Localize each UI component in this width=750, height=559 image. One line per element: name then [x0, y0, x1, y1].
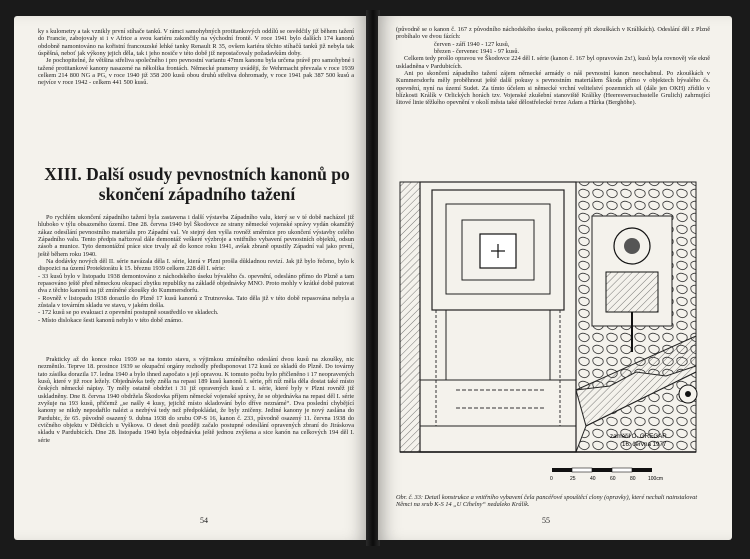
technical-drawing: [396, 176, 714, 492]
series-list: [38, 273, 354, 324]
phase-line: březen - červenec 1941 - 97 kusů.: [434, 48, 520, 56]
paragraph: ky s kulometry a tak vznikly první stíhače tanků. V rámci samohybných protitankových oddílů se osvědčily již během tažení do Francie, zabojovaly si i v Africe a svou kariéru zakončily na východní frontě. V roce 1941 bylo dalších 174 kanonů obdobně namontováno na kořistní francouzské lehké tanky Renault R 35, ovšem kariéra těchto stíhačů tanků již nebyla tak úspěšná, neboť jak výkony jejich děla, tak i jeho nosiče v této době již nepostačovaly požadavkům doby.: [38, 28, 354, 58]
scale-label: 0: [550, 476, 553, 482]
paragraph: (původně se o kanon č. 167 z původního náchodského úseku, poškozený při zkouškách v Králíkách). Odeslání děl z Plzně probíhalo ve dvou fázích:: [396, 26, 710, 41]
paragraph: Je pochopitelné, že většina střeliva společného i pro pevnostní variantu 47mm kanonu byla určena právě pro samohybné i tažené protitankové kanony nasazené na několika frontách. Německé prameny uvádějí, že Wehrmacht převzala v roce 1939 celkem 214 800 NG a PG, v roce 1940 již 358 200 kusů obou druhů střeliva dohromady, v roce 1941 pak 387 500 kusů a nejvíce v roce 1942 - celkem 441 500 kusů.: [38, 57, 354, 87]
scale-label: 60: [610, 476, 616, 482]
scale-label: 40: [590, 476, 596, 482]
right-top-text: [396, 26, 710, 107]
page-number: 55: [542, 516, 550, 525]
scale-label: 80: [630, 476, 636, 482]
list-item: - 33 kusů bylo v listopadu 1938 demontováno z náchodského úseku bývalého čs. opevnění, odesláno přímo do Plzně a tam repasováno ještě před německou okupací zbytku republiky na základě objednávky MNO. Proto mohly v krátké době putovat dva z těchto kanonů na již zmíněné zkoušky do Kummersdorfu.: [38, 272, 354, 295]
paragraph: Prakticky až do konce roku 1939 se na tomto stavu, s výjimkou zmíněného odeslání dvou kusů na zkoušky, nic nezměnilo. Teprve 18. prosince 1939 se okupační orgány rozhodly předisponovat 172 kusů ze skladů do Plzně. Do továrny tato zásilka dorazila 17. ledna 1940 a bylo ihned započato s její opravou. K tomuto počtu bylo přičleněno i 17 neopravených kusů, které v již roce ležely. Objednávka tedy zněla na repasi 189 kusů kanonů I. série, při níž měla děla dostat také místo českých německé nápisy. Ty měly ostatně obdržet i 31 již opravených kusů z I. série, které byly v Plzni rovněž již uskladněny. Dne 8. června 1940 obdržela Škodovka příjem německé vojenské správy, že se objednávka na repasi děl I. série zvyšuje na 193 kusů, přičemž „se našly 4 kusy, jejichž místo skladování bylo dříve neznámé“. Dva poslední chybějící kanony se nikdy nepodařilo nalézt a nezbývá tedy než předpokládat, že byly zničeny. Jediné kanony je nový zaslána do Pardubic, že 65. původně osazený 9. dubna 1938 do srubu OP-S 16, kanon č. 233, původně osazený 11. června 1938 do cvičného objektu v Dědicích u Vyškova. O deset dnů později začalo postupné odesílání opravených zbraní do Jiráskova skladu v Pardubicích. Dne 28. listopadu 1940 byla objednávka ještě jednou zvýšena a sice kanón na celkových 194 děl I. série: [38, 356, 354, 444]
page-number: 54: [200, 516, 208, 525]
right-page: [378, 16, 732, 540]
drawing-author: zaměřil O. GREGAR: [610, 433, 667, 440]
left-body-text: [38, 214, 354, 324]
paragraph: Po rychlém ukončení západního tažení byla zastavena i další výstavba Západního valu, který se v té době nacházel již hluboko v týlu obsazeného území. Dne 28. června 1940 byl Škodovce ze strany německé vojenské správy vydán okamžitý zákaz odesílání pevnostního materiálu pro Západní val. Ve stejný den vyšla rovněž směrnice pro ukončení výstavby celého Západního valu. Tento předpis nařizoval dále demontáž veškeré výzbroje a vnitřního vybavení pevnostních objektů, odsun zásob a munice. Tyto demontážní práce sice trvaly až do konce roku 1941, avšak zbraně opustily Západní val jako první, ještě během roku 1940.: [38, 214, 354, 258]
left-bottom-text: [38, 356, 354, 444]
figure-caption: Obr. č. 33: Detail konstrukce a vnitřního vybavení čela pancéřové spouštěcí clony (opravky), které nechali nainstalovat Němci na srub K-S 14 „U Cihelny“ nedaleko Králík.: [396, 494, 698, 509]
chapter-title: XIII. Další osudy pevnostních kanonů po skončení západního tažení: [44, 164, 350, 204]
drawing-date: 16. června 1977: [622, 441, 667, 448]
list-item: - Místo dislokace šesti kanonů nebylo v této době známo.: [38, 316, 183, 324]
scale-label: 25: [570, 476, 576, 482]
phase-line: červen - září 1940 - 127 kusů,: [434, 40, 510, 48]
list-item: - Rovněž v listopadu 1938 dorazilo do Plzně 17 kusů kanonů z Trutnovska. Tato děla již v této době repasována nebyla a zůstala v továrním skladu ve stavu, v jakém došla.: [38, 294, 354, 310]
paragraph: Na dodávky nových děl II. série navázala děla I. série, která v Plzni prošla důkladnou revizí. Jak již bylo řečeno, bylo k dispozici na území Protektorátu k 15. březnu 1939 celkem 228 děl I. série:: [38, 258, 354, 273]
list-item: - 172 kusů se po evakuaci z opevnění postupně soustředilo ve skladech.: [38, 309, 219, 317]
paragraph: Ani po skončení západního tažení zájem německé armády o náš pevnostní kanon neochabnul. Po zkouškách v Kummersdorfu měly proběhnout ještě další pokusy s pevnostním materiálem Škoda přímo v objektech bývalého čs. opevnění, nyní na území Sudet. Za tímto účelem si německé vrchní velitelství pozemních sil (dále jen OKH) zřídilo v blízkosti Králík v Orlických horách tzv. Vojenské zkušební stanoviště Králíky (Heeresversuchsstelle Grulich) zahrnující šitové linie těžkého opevnění v okolí města také dělostřelecké tvrze Adam a Hůrka (Berghöhe).: [396, 70, 710, 107]
left-page: [14, 16, 368, 540]
paragraph: Celkem tedy prošlo opravou ve Škodovce 224 děl I. série (kanon č. 167 byl opravován 2x!), kusů byla rovnověj vše ekně uskladněna v Pardubicích.: [396, 55, 710, 70]
embrasure-drawing: [396, 176, 714, 492]
left-top-text: [38, 28, 354, 87]
scale-label: 100cm: [648, 476, 664, 482]
scale-bar: [550, 468, 663, 482]
